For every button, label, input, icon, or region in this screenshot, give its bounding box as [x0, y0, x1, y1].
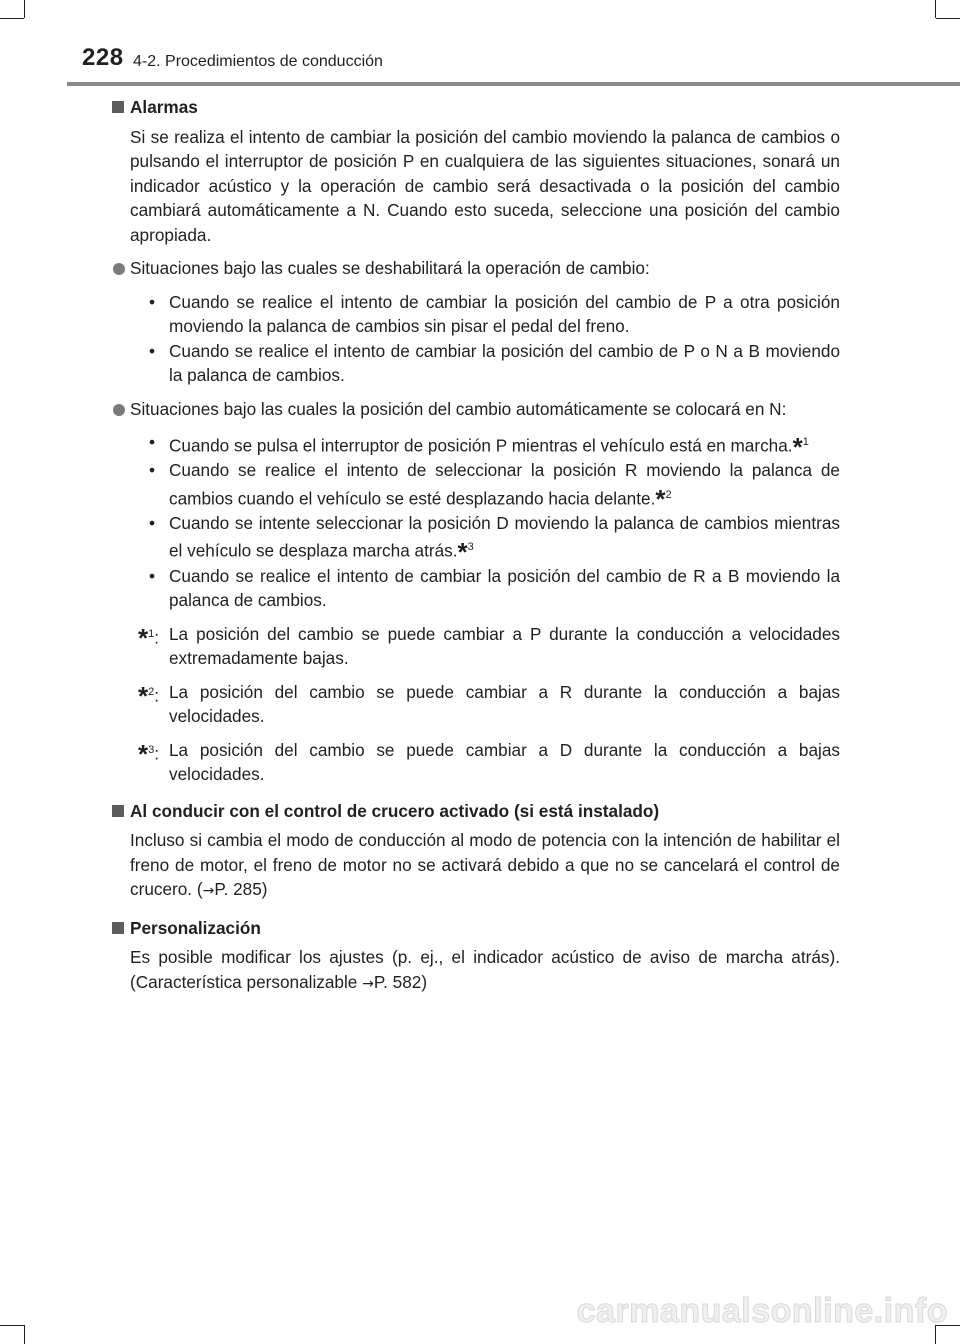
list-item: • Cuando se realice el intento de seleccionar la posición R moviendo la palanca de cambios cuando el vehículo se esté desplazando hacia delante.*$^2$ [149, 460, 840, 515]
footnote-star: * [457, 537, 468, 568]
heading-crucero: Al conducir con el control de crucero activado (si está instalado) [112, 799, 840, 824]
page-number: 228 [82, 44, 124, 71]
page-body [112, 95, 840, 996]
list-item: • Cuando se intente seleccionar la posición D moviendo la palanca de cambios mientras el vehículo se desplaza marcha atrás.*$^3$ [149, 512, 840, 568]
footnote-star: * [792, 431, 803, 462]
crop-mark [0, 1325, 24, 1326]
page-reference-link[interactable]: P. 285) [214, 879, 268, 900]
crucero-text: Incluso si cambia el modo de conducción al modo de potencia con la intención de habilitar el freno de motor, el freno de motor no se activará debido a que no se cancelará el control de crucero. (→P. 285) [130, 830, 840, 900]
footnote-ref: 2 [665, 488, 672, 501]
header-rule [67, 82, 960, 86]
bullet-icon: • [149, 460, 156, 481]
footnote: *$^2$: La posición del cambio se puede cambiar a R durante la conducción a bajas velocidades. [138, 681, 840, 727]
footnote: *$^3$: La posición del cambio se puede cambiar a D durante la conducción a bajas velocidades. [138, 739, 840, 785]
list-item: • Cuando se realice el intento de cambiar la posición del cambio de P o N a B moviendo la palanca de cambios. [149, 340, 840, 385]
square-bullet-icon [112, 805, 124, 817]
crop-mark [24, 1325, 25, 1344]
bullet-icon: • [149, 432, 156, 452]
bullet-icon: • [149, 340, 156, 361]
square-bullet-icon [112, 922, 124, 934]
list-item: • Cuando se realice el intento de cambiar la posición del cambio de P a otra posición moviendo la palanca de cambios sin pisar el pedal del freno. [149, 291, 840, 336]
bullet-icon: • [149, 291, 156, 312]
watermark: carmanualsonline.info [576, 1292, 948, 1330]
heading-alarmas: Alarmas [112, 95, 840, 120]
group-title-disable: Situaciones bajo las cuales se deshabilitará la operación de cambio: [112, 256, 840, 281]
list-item: • Cuando se realice el intento de cambiar la posición del cambio de R a B moviendo la palanca de cambios. [149, 565, 840, 611]
footnote-star: * [138, 739, 149, 770]
footnote-star: * [655, 484, 666, 515]
page-header [0, 0, 960, 90]
footnote-ref: 1 [802, 436, 809, 448]
personalizacion-text: Es posible modificar los ajustes (p. ej., el indicador acústico de aviso de marcha atrás). (Característica personalizable →P. 582) [130, 947, 840, 992]
circle-bullet-icon [113, 263, 125, 275]
square-bullet-icon [112, 101, 124, 113]
alarmas-intro: Si se realiza el intento de cambiar la posición del cambio moviendo la palanca de cambios o pulsando el interruptor de posición P en cualquiera de las siguientes situaciones, sonará un indicador acústico y la operación de cambio será desactivada o la posición del cambio cambiará automáticamente a N. Cuando esto suceda, seleccione una posición del cambio apropiada. [130, 126, 840, 245]
group-title-neutral: Situaciones bajo las cuales la posición del cambio automáticamente se colocará en N: [112, 397, 840, 422]
footnote-ref: 3 [467, 541, 474, 554]
footnote-star: * [138, 681, 149, 712]
circle-bullet-icon [113, 404, 125, 416]
heading-personalizacion: Personalización [112, 916, 840, 941]
bullet-icon: • [149, 565, 156, 586]
footnote-star: * [138, 623, 149, 654]
arrow-icon: → [202, 883, 215, 900]
list-item: • Cuando se pulsa el interruptor de posición P mientras el vehículo está en marcha.*$^1$ [149, 431, 809, 462]
arrow-icon: → [362, 975, 374, 992]
footnote: *$^1$: La posición del cambio se puede cambiar a P durante la conducción a velocidades extremadamente bajas. [138, 623, 840, 669]
page-reference-link[interactable]: P. 582) [373, 971, 428, 992]
bullet-icon: • [149, 512, 156, 533]
section-title: 4-2. Procedimientos de conducción [133, 53, 383, 70]
